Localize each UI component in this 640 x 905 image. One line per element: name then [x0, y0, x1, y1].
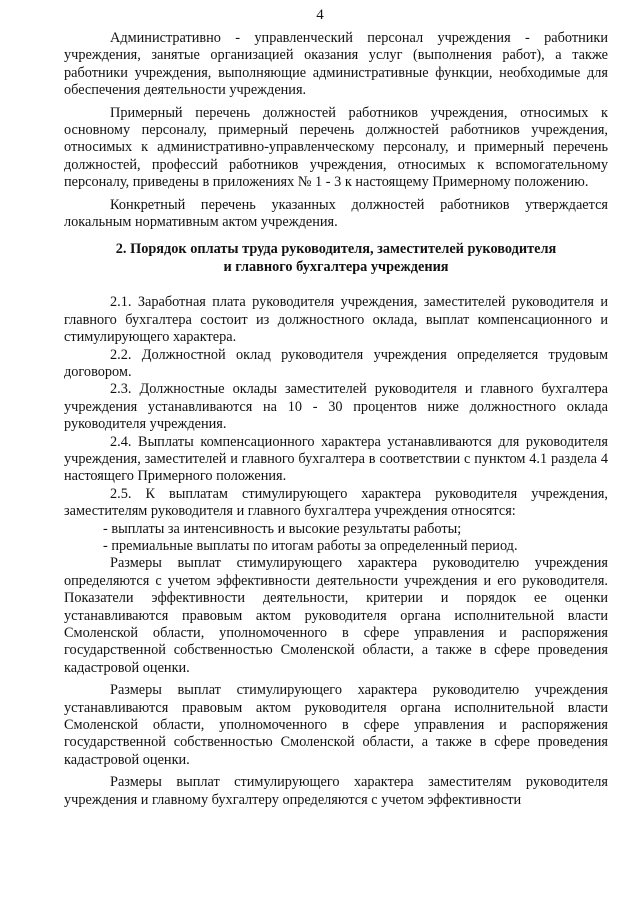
list-item: - премиальные выплаты по итогам работы за определенный период.: [103, 537, 518, 554]
page-number: 4: [316, 7, 324, 23]
list-item: - выплаты за интенсивность и высокие результаты работы;: [103, 520, 462, 537]
paragraph-head-bonus-act: Размеры выплат стимулирующего характера руководителю учреждения устанавливаются правовым актом руководителя органа исполнительной власти Смоленской области, уполномоченного в сфере управления и распоряжения государственной собственностью Смоленской области, а также в сфере проведения кадастровой оценки.: [64, 682, 608, 768]
paragraph-local-act: Конкретный перечень указанных должностей работников утверждается локальным нормативным актом учреждения.: [64, 196, 608, 231]
clause-2-4: 2.4. Выплаты компенсационного характера устанавливаются для руководителя учреждения, заместителей и главного бухгалтера в соответствии с пунктом 4.1 раздела 4 настоящего Примерного положения.: [64, 433, 608, 485]
paragraph-admin-staff: Административно - управленческий персонал учреждения - работники учреждения, занятые организацией оказания услуг (выполнения работ), а также работники учреждения, выполняющие административные функции, необходимые для обеспечения деятельности учреждения.: [64, 30, 608, 99]
clause-2-1: 2.1. Заработная плата руководителя учреждения, заместителей руководителя и главного бухгалтера состоит из должностного оклада, выплат компенсационного и стимулирующего характера.: [64, 294, 608, 346]
section-heading: [64, 241, 608, 276]
paragraph-position-lists: Примерный перечень должностей работников учреждения, относимых к основному персоналу, примерный перечень должностей работников учреждения, относимых к административно-управленческому персоналу, и примерный перечень должностей, профессий работников учреждения, относимых к вспомогательному персоналу, приведены в приложениях № 1 - 3 к настоящему Примерному положению.: [64, 104, 608, 191]
paragraph-deputies-bonus: Размеры выплат стимулирующего характера заместителям руководителя учреждения и главному бухгалтеру определяются с учетом эффективности: [64, 774, 608, 808]
clause-2-5: 2.5. К выплатам стимулирующего характера руководителя учреждения, заместителям руководителя и главного бухгалтера учреждения относятся:: [64, 485, 608, 520]
document-body: [64, 30, 608, 809]
section-heading-line-2: и главного бухгалтера учреждения: [223, 258, 449, 275]
section-heading-line-1: 2. Порядок оплаты труда руководителя, заместителей руководителя: [115, 241, 557, 258]
clause-2-2: 2.2. Должностной оклад руководителя учреждения определяется трудовым договором.: [64, 346, 608, 380]
paragraph-head-bonus-criteria: Размеры выплат стимулирующего характера руководителю учреждения определяются с учетом эффективности деятельности учреждения и его руководителя. Показатели эффективности деятельности, критерии и порядок ее оценки устанавливаются правовым актом руководителя органа исполнительной власти Смоленской области, уполномоченного в сфере управления и распоряжения государственной собственностью Смоленской области, а также в сфере проведения кадастровой оценки.: [64, 555, 608, 676]
clause-2-3: 2.3. Должностные оклады заместителей руководителя и главного бухгалтера учреждения устанавливаются на 10 - 30 процентов ниже должностного оклада руководителя учреждения.: [64, 381, 608, 433]
